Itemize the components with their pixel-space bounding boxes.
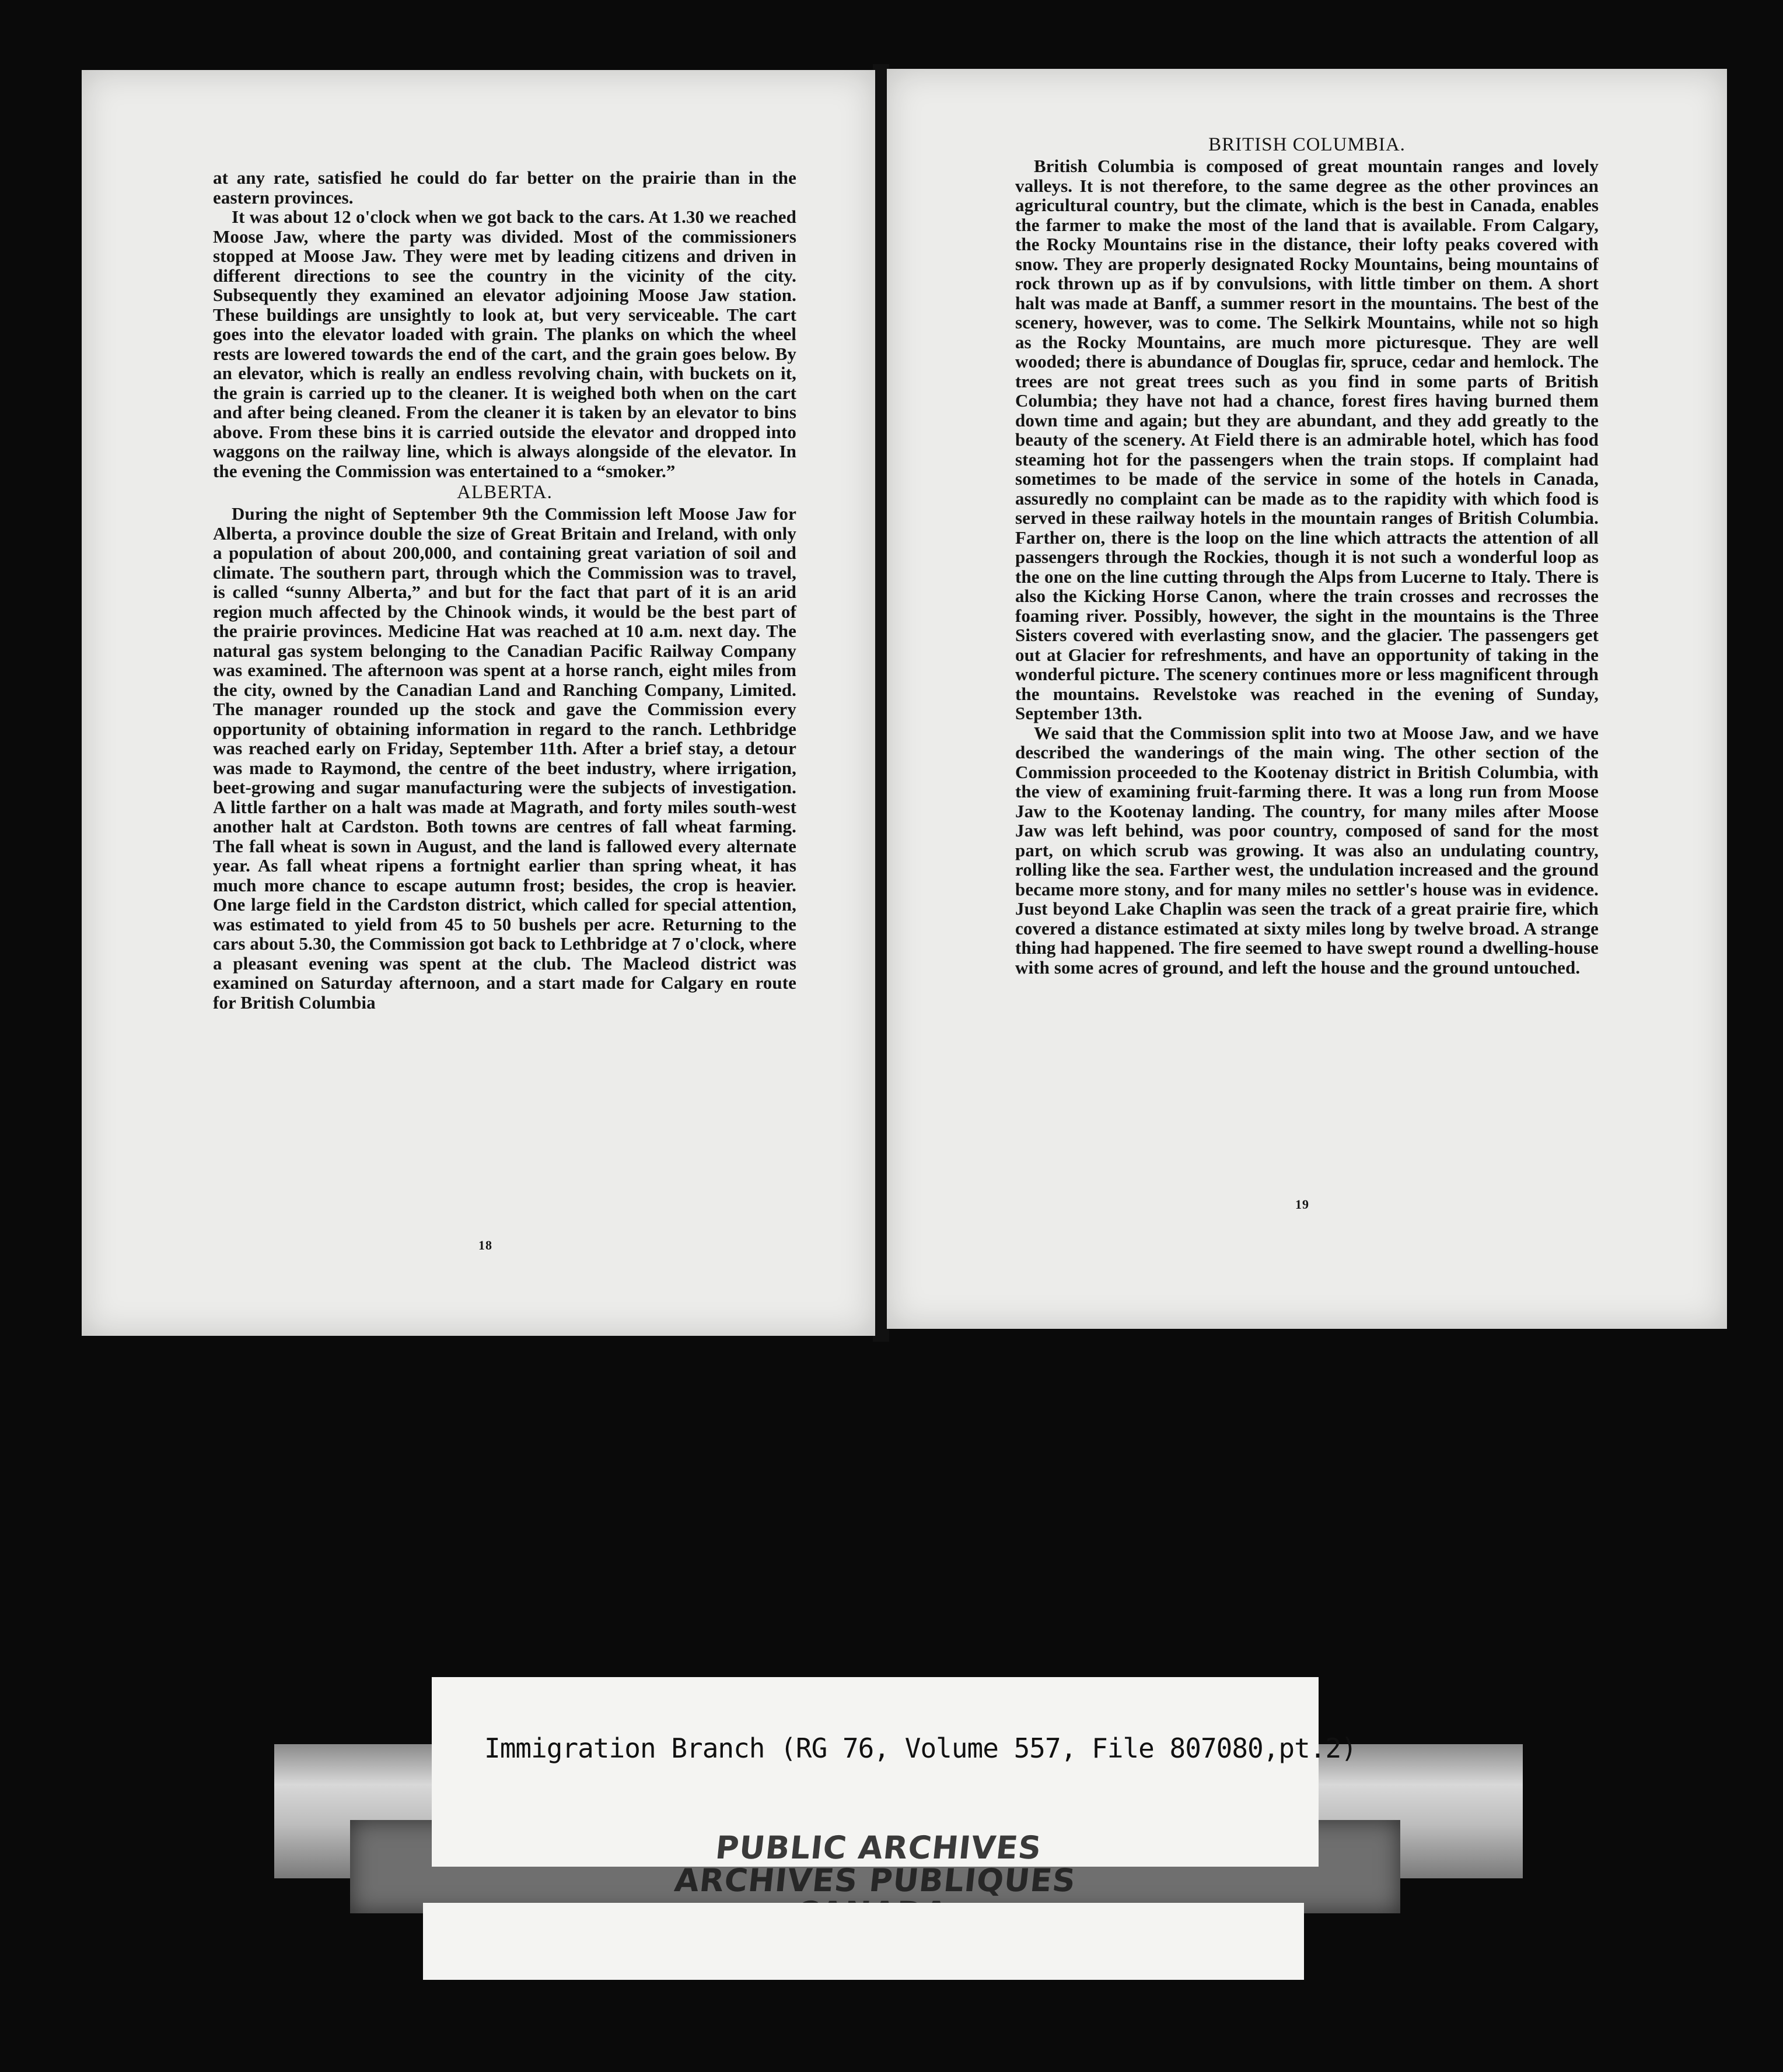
paragraph: During the night of September 9th the Commission left Moose Jaw for Alberta, a province double the size of Great Britain and Ireland, with only a population of about 200,000, and containing great variation of soil and climate. The southern part, through which the Commission was to travel, is called “sunny Alberta,” and but for the fact that part of it is an arid region much affected by the Chinook winds, it would be the best part of the prairie provinces. Medicine Hat was reached at 10 a.m. next day. The natural gas system belonging to the Canadian Pacific Railway Company was examined. The afternoon was spent at a horse ranch, eight miles from the city, owned by the Canadian Land and Ranching Company, Limited. The manager rounded up the stock and gave the Commission every opportunity of obtaining information in regard to the ranch. Lethbridge was reached early on Friday, September 11th. After a brief stay, a detour was made to Raymond, the centre of the beet industry, where irrigation, beet-growing and sugar manufacturing were the subjects of investigation. A little farther on a halt was made at Magrath, and forty miles south-west another halt at Cardston. Both towns are centres of fall wheat farming. The fall wheat is sown in August, and the land is fallowed every alternate year. As fall wheat ripens a fortnight earlier than spring wheat, it has much more chance to escape autumn frost; besides, the crop is heavier. One large field in the Cardston district, which called for special attention, was estimated to yield from 45 to 50 bushels per acre. Returning to the cars about 5.30, the Commission got back to Lethbridge at 7 o'clock, where a pleasant evening was spent at the club. The Macleod district was examined on Saturday afternoon, and a start made for Calgary en route for British Columbia bbox=[213, 503, 796, 1013]
paragraph: It was about 12 o'clock when we got back to the cars. At 1.30 we reached Moose Jaw, where the party was divided. Most of the commissioners stopped at Moose Jaw. They were met by leading citizens and driven in different directions to see the country in the vicinity of the city. Subsequently they examined an elevator adjoining Moose Jaw station. These buildings are unsightly to look at, but very serviceable. The cart goes into the elevator loaded with grain. The planks on which the wheel rests are lowered towards the end of the cart, and the grain goes below. By an elevator, which is really an endless revolving chain, with buckets on it, the grain is carried up to the cleaner. It is weighed both when on the cart and after being cleaned. From the cleaner it is taken by an elevator to bins above. From these bins it is carried outside the elevator and dropped into waggons on the railway line, which is always alongside of the elevator. In the evening the Commission was entertained to a “smoker.” bbox=[213, 206, 796, 481]
right-page bbox=[887, 69, 1727, 1329]
page-number: 18 bbox=[478, 1238, 492, 1252]
paragraph: We said that the Commission split into two at Moose Jaw, and we have described the wanderings of the main wing. The other section of the Commission proceeded to the Kootenay district in British Columbia, with the view of examining fruit-farming there. It was a long run from Moose Jaw to the Kootenay landing. The country, for many miles after Moose Jaw was left behind, was poor country, composed of sand for the most part, on which scrub was growing. It was also an undulating country, rolling like the sea. Farther west, the undulation increased and the ground became more stony, and for many miles no settler's house was in evidence. Just beyond Lake Chaplin was seen the track of a great prairie fire, which covered a distance estimated at sixty miles long by twelve broad. A strange thing had happened. The fire seemed to have swept round a dwelling-house with some acres of ground, and left the house and the ground untouched. bbox=[1015, 722, 1599, 978]
left-page bbox=[82, 70, 875, 1336]
archive-caption: Immigration Branch (RG 76, Volume 557, File 807080,pt.2) bbox=[484, 1732, 1357, 1764]
page-number: 19 bbox=[1295, 1197, 1309, 1212]
paragraph: British Columbia is composed of great mountain ranges and lovely valleys. It is not therefore, to the same degree as the other provinces an agricultural country, but the climate, which is the best in Canada, enables the farmer to make the most of the land that is available. From Calgary, the Rocky Mountains rise in the distance, their lofty peaks covered with snow. They are properly designated Rocky Mountains, being mountains of rock thrown up as if by convulsions, with little timber on them. A short halt was made at Banff, a summer resort in the mountains. The best of the scenery, however, was to come. The Selkirk Mountains, while not so high as the Rocky Mountains, are much more picturesque. They are well wooded; there is abundance of Douglas fir, spruce, cedar and hemlock. The trees are not great trees such as you find in some parts of British Columbia; they have not had a chance, forest fires having burned them down time and again; but they are abundant, and they add greatly to the beauty of the scenery. At Field there is an admirable hotel, which has food steaming hot for the passengers when the train stops. If complaint had sometimes to be made of the service in some of the hotels in Canada, assuredly no complaint can be made as to the rapidity with which food is served in these railway hotels in the mountain ranges of British Columbia. Farther on, there is the loop on the line which attracts the attention of all passengers through the Rockies, though it is not such a wonderful loop as the one on the line cutting through the Alps from Lucerne to Italy. There is also the Kicking Horse Canon, where the train crosses and recrosses the foaming river. Possibly, however, the sight in the mountains is the Three Sisters covered with everlasting snow, and the glacier. The passengers get out at Glacier for refreshments, and have an opportunity of taking in the wonderful picture. The scenery continues more or less magnificent through the mountains. Revelstoke was reached in the evening of Sunday, September 13th. bbox=[1015, 156, 1599, 723]
stamp-line: ARCHIVES PUBLIQUES bbox=[673, 1862, 1078, 1899]
left-page-text bbox=[213, 168, 796, 1012]
stamp-line: PUBLIC ARCHIVES bbox=[714, 1829, 1044, 1866]
paragraph: at any rate, satisfied he could do far better on the prairie than in the eastern provinces. bbox=[213, 167, 796, 208]
section-heading: BRITISH COLUMBIA. bbox=[1208, 134, 1406, 155]
archive-bottom-card bbox=[423, 1903, 1304, 1980]
section-heading: ALBERTA. bbox=[457, 482, 553, 503]
right-page-text bbox=[1015, 133, 1599, 977]
